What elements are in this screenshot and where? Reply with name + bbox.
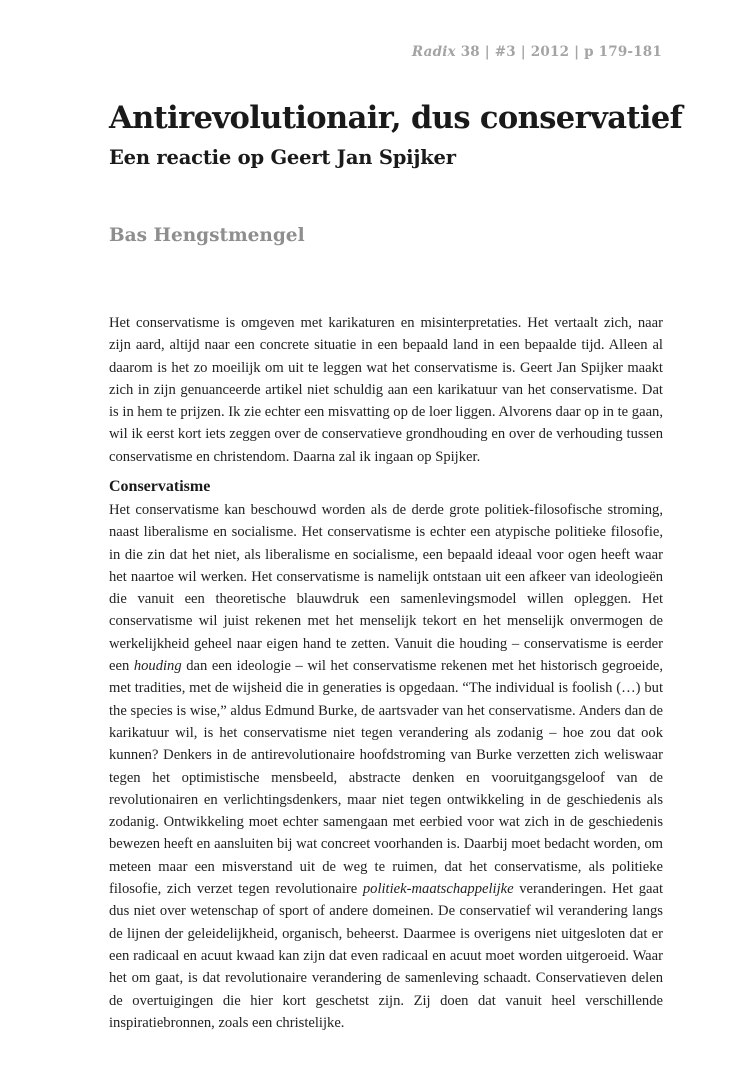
article-subtitle: Een reactie op Geert Jan Spijker — [109, 146, 456, 169]
article-author: Bas Hengstmengel — [109, 225, 305, 246]
section-text-part-3: veranderingen. Het gaat dus niet over wetenschap of sport of andere domeinen. De conservatief wil verandering langs de lijnen der geleidelijkheid, organisch, beheerst. Daarmee is overigens niet uitgesloten dat er een radicaal en acuut kwaad kan zijn dat even radicaal en acuut moet worden uitgeroeid. Waar het om gaat, is dat revolutionaire verandering de samenleving schaadt. Conservatieven delen de overtuigingen die hier kort geschetst zijn. Zij doen dat vanuit heel verschillende inspiratiebronnen, zoals een christelijke. — [109, 881, 664, 1031]
running-head — [412, 44, 662, 60]
emphasis-politiek-maatschappelijke: politiek-maatschappelijke — [362, 881, 514, 898]
section-heading: Conservatisme — [109, 478, 211, 495]
section-paragraph — [109, 499, 663, 1034]
journal-name: Radix — [411, 44, 456, 60]
issue-info: 38 | #3 | 2012 | p 179-181 — [455, 44, 662, 60]
emphasis-houding: houding — [133, 658, 182, 675]
section-text-part-2: dan een ideologie – wil het conservatisme rekenen met het historisch gegroeide, met tradities, met de wijsheid die in generaties is opgedaan. “The individual is foolish (…) but the species is wise,” aldus Edmund Burke, de aartsvader van het conservatisme. Anders dan de karikatuur wil, is het conservatisme niet tegen verandering als zodanig – hoe zou dat ook kunnen? Denkers in de antirevolutionaire hoofdstroming van Burke verzetten zich weliswaar tegen het optimistische mensbeeld, abstracte denken en vooruitgangsgeloof van de revolutionairen en verlichtingsdenkers, maar niet tegen ontwikkeling in de geschiedenis als zodanig. Ontwikkeling moet echter samengaan met eerbied voor wat zich in de geschiedenis bewezen heeft en aansluiten bij wat concreet voorhanden is. Daarbij moet bedacht worden, om meteen maar een misverstand uit de weg te ruimen, dat het conservatisme, als politieke filosofie, zich verzet tegen revolutionaire — [109, 658, 663, 898]
section-text-part-1: Het conservatisme kan beschouwd worden als de derde grote politiek-filosofische stroming, naast liberalisme en socialisme. Het conservatisme is echter een atypische politieke filosofie, in die zin dat het niet, als liberalisme en socialisme, een bepaald ideaal voor ogen heeft waar het naartoe wil werken. Het conservatisme is namelijk ontstaan uit een afkeer van ideologieën die vanuit een theoretische blauwdruk een samenlevingsmodel willen opleggen. Het conservatisme wil juist rekenen met het menselijk tekort en het menselijk onvermogen de werkelijkheid geheel naar eigen hand te zetten. Vanuit die houding – conservatisme is eerder een — [109, 502, 663, 675]
article-title: Antirevolutionair, dus conservatief — [109, 100, 683, 136]
intro-paragraph: Het conservatisme is omgeven met karikaturen en misinterpretaties. Het vertaalt zich, naar zijn aard, altijd naar een concrete situatie in een bepaald land in een bepaalde tijd. Alleen al daarom is het zo moeilijk om uit te leggen wat het conservatisme is. Geert Jan Spijker maakt zich in zijn genuanceerde artikel niet schuldig aan een karikatuur van het conservatisme. Dat is in hem te prijzen. Ik zie echter een misvatting op de loer liggen. Alvorens daar op in te gaan, wil ik eerst kort iets zeggen over de conservatieve grondhouding en over de verhouding tussen conservatisme en christendom. Daarna zal ik ingaan op Spijker. — [109, 315, 663, 465]
